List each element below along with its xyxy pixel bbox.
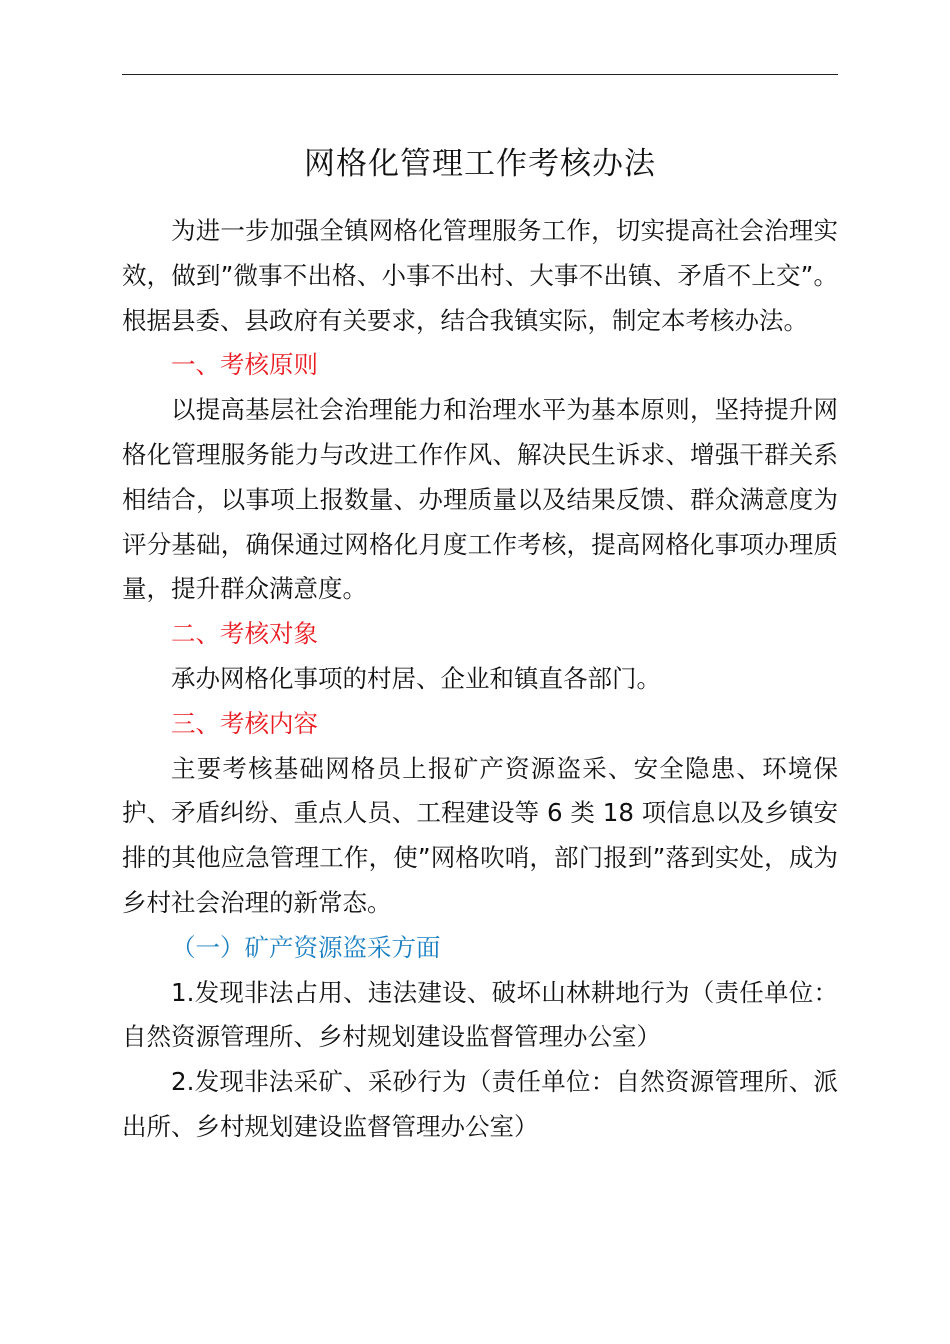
list-item: 1.发现非法占用、违法建设、破坏山林耕地行为（责任单位：自然资源管理所、乡村规划建设监督管理办公室）	[122, 977, 838, 1052]
document-title: 网格化管理工作考核办法	[304, 146, 656, 182]
subsection-heading-mining: （一）矿产资源盗采方面	[171, 932, 441, 962]
document-body	[122, 209, 838, 1150]
section-text-targets: 承办网格化事项的村居、企业和镇直各部门。	[171, 663, 661, 693]
intro-paragraph: 为进一步加强全镇网格化管理服务工作，切实提高社会治理实效，做到”微事不出格、小事不出村、大事不出镇、矛盾不上交”。根据县委、县政府有关要求，结合我镇实际，制定本考核办法。	[122, 216, 838, 335]
list-item: 2.发现非法采矿、采砂行为（责任单位：自然资源管理所、派出所、乡村规划建设监督管理办公室）	[122, 1067, 838, 1141]
section-text-content: 主要考核基础网格员上报矿产资源盗采、安全隐患、环境保护、矛盾纠纷、重点人员、工程建设等 6 类 18 项信息以及乡镇安排的其他应急管理工作，使”网格吹哨，部门报到”落到实处，成为乡村社会治理的新常态。	[122, 753, 838, 917]
section-heading-targets: 二、考核对象	[171, 619, 318, 649]
section-heading-principles: 一、考核原则	[171, 350, 318, 380]
section-text-principles: 以提高基层社会治理能力和治理水平为基本原则，坚持提升网格化管理服务能力与改进工作作风、解决民生诉求、增强干群关系相结合，以事项上报数量、办理质量以及结果反馈、群众满意度为评分基础，确保通过网格化月度工作考核，提高网格化事项办理质量，提升群众满意度。	[122, 395, 838, 604]
section-heading-content: 三、考核内容	[171, 708, 318, 738]
header-rule	[122, 74, 838, 75]
